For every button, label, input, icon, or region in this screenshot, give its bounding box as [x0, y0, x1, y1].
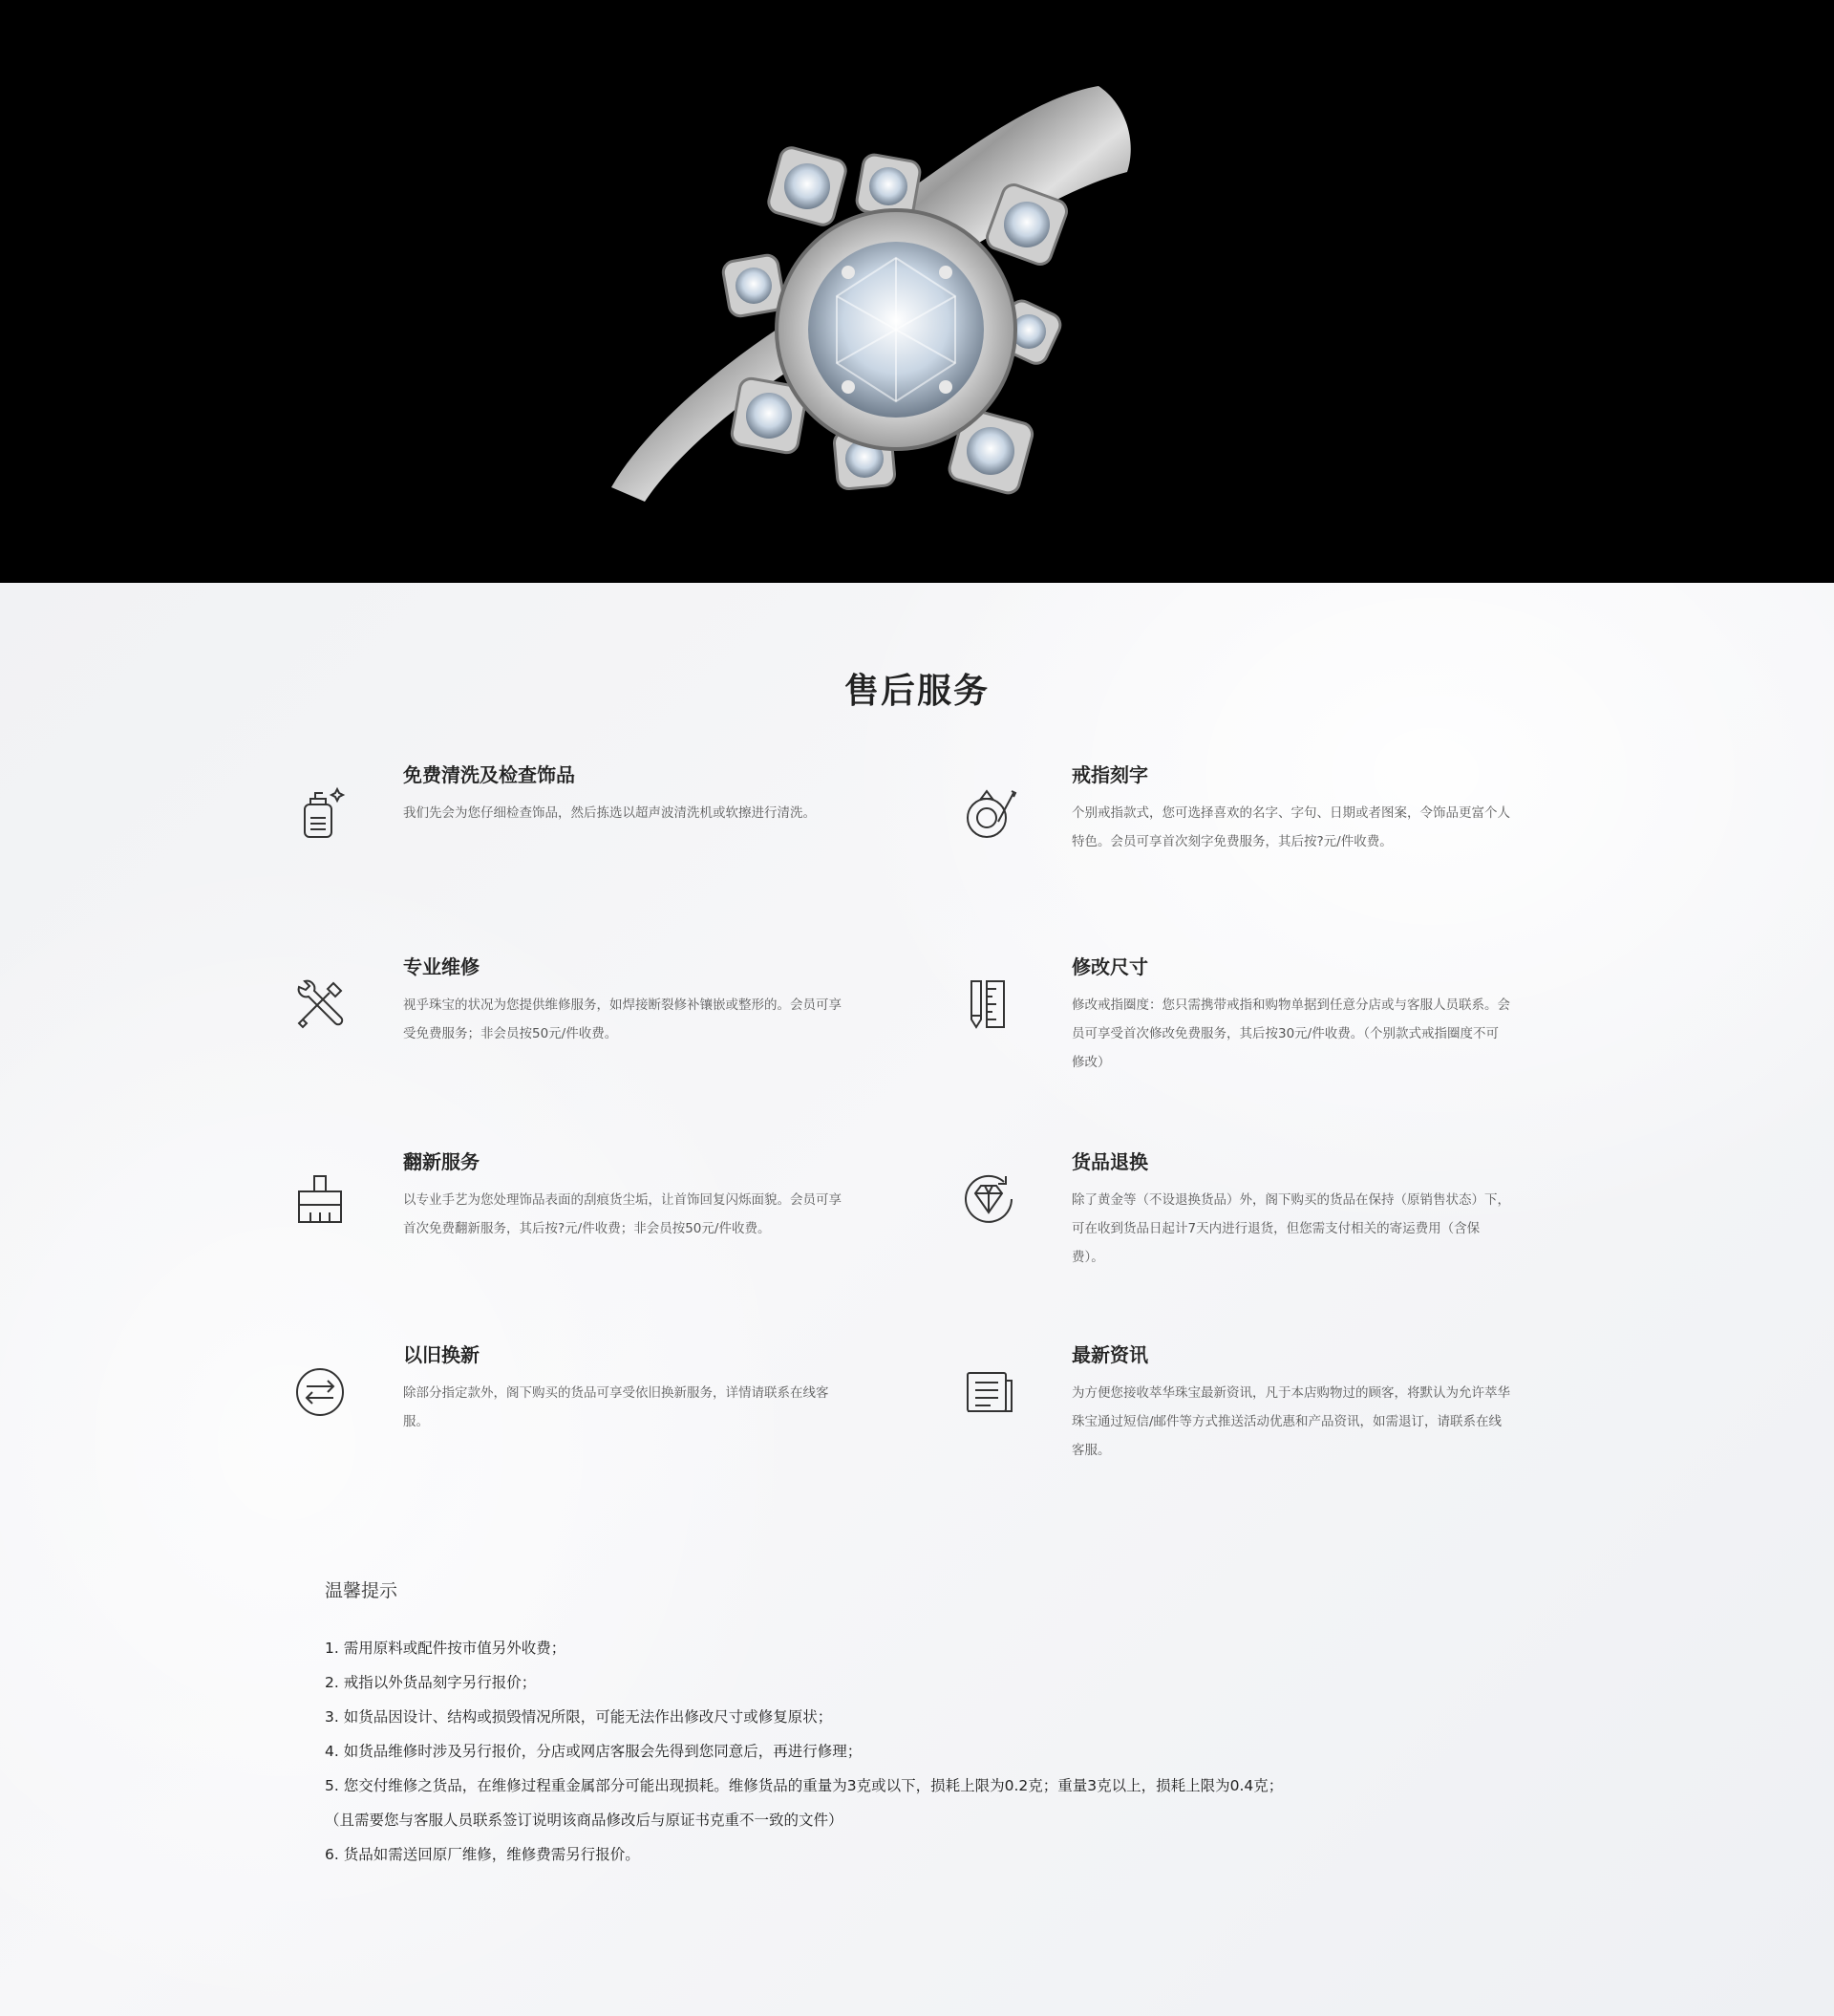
service-title: 免费清洗及检查饰品: [403, 763, 575, 786]
ruler-icon: [955, 971, 1022, 1038]
service-desc: 个别戒指款式，您可选择喜欢的名字、字句、日期或者图案，令饰品更富个人特色。会员可享首次刻字免费服务，其后按?元/件收费。: [1072, 805, 1510, 849]
service-title: 以旧换新: [403, 1343, 480, 1366]
ring-engrave-icon: [955, 779, 1022, 846]
tips-item: 1. 需用原料或配件按市值另外收费；: [325, 1640, 566, 1657]
service-title: 修改尺寸: [1072, 955, 1148, 978]
section-title: 售后服务: [843, 672, 990, 711]
diamond-return-icon: [955, 1166, 1022, 1233]
service-desc: 修改戒指圈度：您只需携带戒指和购物单据到任意分店或与客服人员联系。会员可享受首次修改免费服务，其后按30元/件收费。（个别款式戒指圈度不可修改）: [1072, 997, 1510, 1070]
service-desc: 除了黄金等（不设退换货品）外，阁下购买的货品在保持（原销售状态）下，可在收到货品日起计7天内进行退货，但您需支付相关的寄运费用（含保费）。: [1072, 1192, 1510, 1265]
after-sales-section: [0, 583, 1834, 2016]
service-title: 翻新服务: [403, 1150, 480, 1173]
diamond-ring-photo: [592, 67, 1165, 545]
tips-item: 6. 货品如需送回原厂维修，维修费需另行报价。: [325, 1846, 640, 1863]
service-title: 货品退换: [1072, 1150, 1148, 1173]
service-title: 专业维修: [403, 955, 480, 978]
tips-title: 温馨提示: [325, 1580, 398, 1601]
service-desc: 我们先会为您仔细检查饰品，然后拣选以超声波清洗机或软擦进行清洗。: [403, 805, 816, 821]
tips-list: [325, 1631, 1567, 1872]
tips-item: 4. 如货品维修时涉及另行报价，分店或网店客服会先得到您同意后，再进行修理；: [325, 1743, 863, 1760]
service-desc: 除部分指定款外，阁下购买的货品可享受依旧换新服务，详情请联系在线客服。: [403, 1385, 829, 1429]
service-desc: 以专业手艺为您处理饰品表面的刮痕货尘垢，让首饰回复闪烁面貌。会员可享首次免费翻新服务，其后按?元/件收费；非会员按50元/件收费。: [403, 1192, 842, 1236]
news-icon: [955, 1359, 1022, 1426]
tips-item: 3. 如货品因设计、结构或损毁情况所限，可能无法作出修改尺寸或修复原状；: [325, 1708, 833, 1726]
hero-banner: [0, 0, 1834, 583]
service-desc: 为方便您接收萃华珠宝最新资讯，凡于本店购物过的顾客，将默认为允许萃华珠宝通过短信/邮件等方式推送活动优惠和产品资讯，如需退订，请联系在线客服。: [1072, 1385, 1510, 1458]
cleaning-bottle-icon: [287, 779, 353, 846]
service-title: 戒指刻字: [1072, 763, 1148, 786]
service-desc: 视乎珠宝的状况为您提供维修服务，如焊接断裂修补镶嵌或整形的。会员可享受免费服务；非会员按50元/件收费。: [403, 997, 842, 1041]
tips-item: 2. 戒指以外货品刻字另行报价；: [325, 1674, 537, 1691]
exchange-icon: [287, 1359, 353, 1426]
tips-item: （且需要您与客服人员联系签订说明该商品修改后与原证书克重不一致的文件）: [325, 1812, 843, 1829]
tips-section: [325, 1576, 1567, 1872]
tips-item: 5. 您交付维修之货品，在维修过程重金属部分可能出现损耗。维修货品的重量为3克或以下，损耗上限为0.2克；重量3克以上，损耗上限为0.4克；: [325, 1777, 1284, 1794]
service-title: 最新资讯: [1072, 1343, 1148, 1366]
tools-icon: [287, 971, 353, 1038]
brush-icon: [287, 1166, 353, 1233]
